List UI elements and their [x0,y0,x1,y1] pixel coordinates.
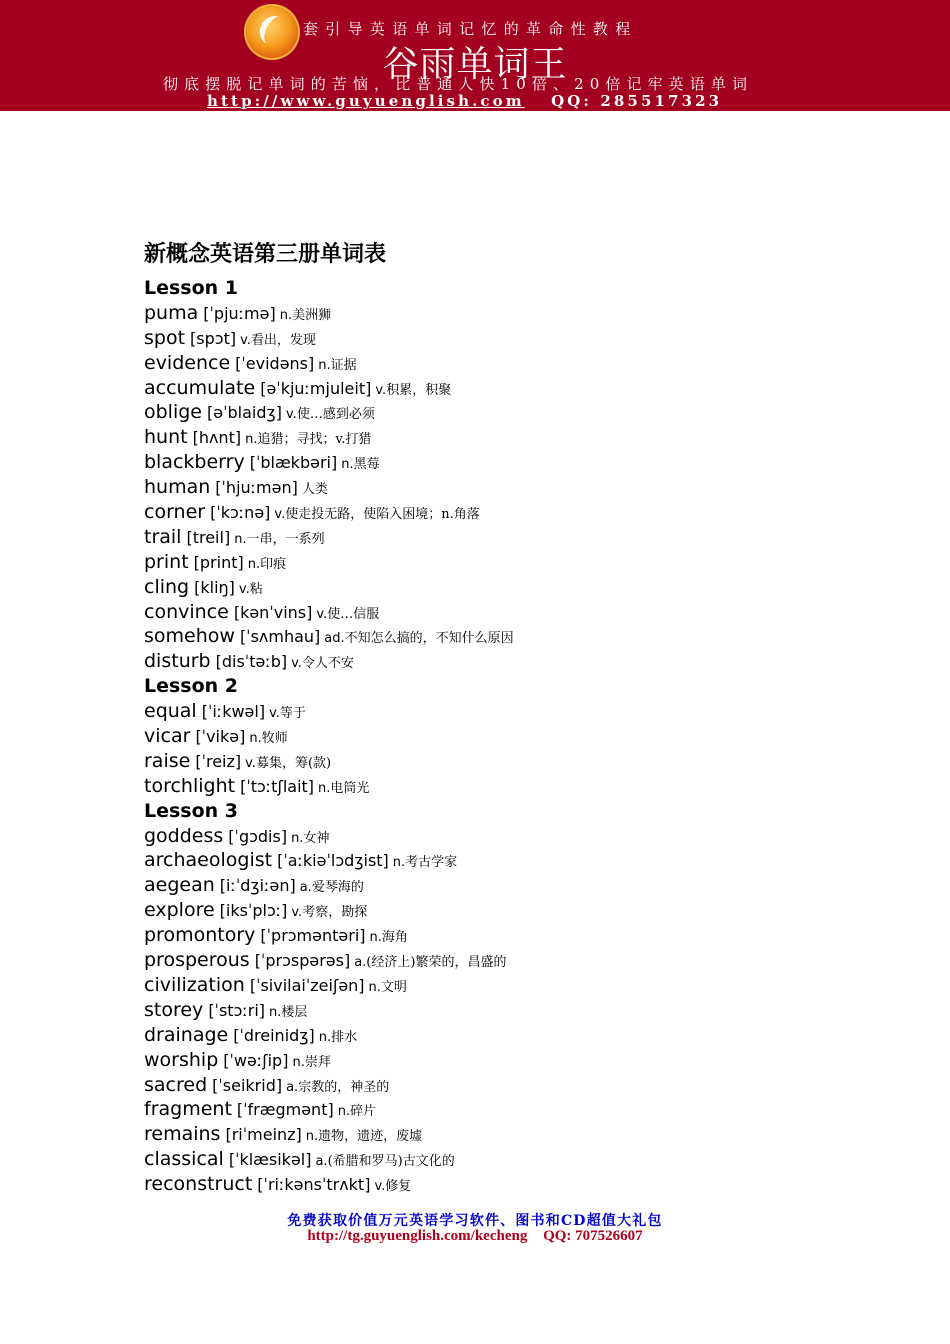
vocab-part-of-speech: n. [269,1004,282,1020]
vocab-phonetic: [iːˈdʒiːən] [219,876,296,896]
vocab-part-of-speech: v. [240,332,251,348]
vocab-word: disturb [144,650,211,673]
brand-name: 谷雨单词王 [382,44,568,85]
vocab-word: equal [144,700,197,723]
vocab-meaning: (经济上)繁荣的，昌盛的 [366,955,507,971]
vocab-part-of-speech: n. [368,979,381,995]
vocab-word: remains [144,1123,221,1146]
vocab-part-of-speech: a. [354,955,367,971]
vocab-meaning: (希腊和罗马)古文化的 [327,1154,455,1170]
vocab-part-of-speech: v. [316,606,328,622]
vocab-part-of-speech: v. [291,905,303,921]
vocab-meaning: 美洲狮 [292,307,332,323]
vocab-phonetic: [ˈfrægmənt] [236,1100,334,1120]
vocab-meaning: 楼层 [281,1004,308,1020]
vocab-phonetic: [ˈreiz] [195,751,242,771]
vocab-entry [144,1147,904,1172]
vocab-word: corner [144,501,206,524]
footer-promo: 免费获取价值万元英语学习软件、图书和CD超值大礼包 [287,1213,663,1229]
vocab-part-of-speech: v. [269,706,280,722]
vocab-entry [144,1097,904,1122]
vocab-meaning: 募集，筹(款) [255,755,332,771]
vocab-phonetic: [əˈblaidʒ] [207,403,282,423]
vocab-word: storey [144,998,204,1021]
vocab-word: cling [144,575,190,598]
vocab-phonetic: [ˈblækbəri] [249,453,338,473]
vocab-entry [144,898,904,923]
vocab-phonetic: [əˈkjuːmjuleit] [260,378,372,398]
vocab-entry [144,475,904,500]
header-contact [207,92,907,110]
vocab-part-of-speech: v. [375,382,387,398]
vocab-phonetic: [ˈhjuːmən] [215,478,298,498]
vocab-word: vicar [144,725,191,748]
vocab-word: worship [144,1048,219,1071]
vocab-entry [144,1048,904,1073]
vocab-word: civilization [144,973,245,996]
vocab-phonetic: [hʌnt] [192,428,242,448]
vocab-word: hunt [144,426,188,449]
vocab-meaning: 证据 [330,357,357,373]
vocab-entry [144,774,904,799]
vocab-word: goddess [144,824,224,847]
vocab-part-of-speech: a. [299,880,312,896]
vocab-word: aegean [144,874,215,897]
vocab-word: raise [144,749,191,772]
vocab-phonetic: [kənˈvins] [233,602,313,622]
vocab-meaning: 等于 [279,706,306,722]
footer-contact [0,1228,950,1245]
vocab-phonetic: [ˈseikrid] [212,1075,283,1095]
vocab-meaning: 不知怎么搞的，不知什么原因 [344,631,514,647]
vocab-word: sacred [144,1073,208,1096]
vocab-phonetic: [iksˈplɔː] [219,901,288,921]
vocab-meaning: 海角 [381,930,408,946]
vocab-word: print [144,550,189,573]
vocab-part-of-speech: n. [392,855,406,871]
vocab-phonetic: [ˈwəːʃip] [223,1050,289,1070]
vocab-entry [144,351,904,376]
vocab-word: drainage [144,1023,229,1046]
vocab-phonetic: [ˈkɔːnə] [210,503,271,523]
vocab-phonetic: [ˈpjuːmə] [203,303,276,323]
vocab-entry [144,998,904,1023]
vocab-word: reconstruct [144,1173,253,1196]
vocab-meaning: 看出，发现 [250,332,316,348]
footer-link[interactable]: http://tg.guyuenglish.com/kecheng [307,1228,528,1244]
vocab-word: trail [144,525,182,548]
vocab-entry [144,973,904,998]
vocab-entry [144,600,904,625]
vocabulary-list [144,276,904,1197]
vocab-meaning: 考古学家 [405,855,458,871]
vocab-phonetic: [disˈtəːb] [215,652,288,672]
vocab-phonetic: [ˈsivilaiˈzeiʃən] [249,975,365,995]
vocab-phonetic: [ˈstɔːri] [208,1000,266,1020]
vocab-word: spot [144,326,186,349]
vocab-meaning: 追猎；寻找；v.打猎 [257,432,372,448]
vocab-part-of-speech: v. [285,407,297,423]
vocab-part-of-speech: n. [245,432,258,448]
vocab-part-of-speech: n. [249,731,262,747]
vocab-phonetic: [ˈklæsikəl] [228,1150,312,1170]
vocab-phonetic: [ˈtɔːtʃlait] [240,776,315,796]
vocab-entry [144,1023,904,1048]
vocab-meaning: 碎片 [350,1104,377,1120]
vocab-phonetic: [ˈprɔspərəs] [254,951,351,971]
vocab-part-of-speech: v. [245,755,256,771]
vocab-meaning: 宗教的，神圣的 [298,1079,390,1095]
lesson-heading: Lesson 3 [144,799,239,822]
vocab-meaning: 令人不安 [301,656,354,672]
vocab-entry [144,948,904,973]
vocab-word: somehow [144,625,235,648]
vocab-part-of-speech: n. [291,830,304,846]
vocab-word: torchlight [144,774,236,797]
vocab-meaning: 使…感到必须 [296,407,375,423]
vocab-entry [144,1122,904,1147]
vocab-meaning: 修复 [385,1179,412,1195]
lesson-heading: Lesson 2 [144,675,239,698]
vocab-entry [144,301,904,326]
vocab-entry [144,699,904,724]
vocab-part-of-speech: n. [341,457,354,473]
vocab-meaning: 人类 [301,482,328,498]
vocab-entry [144,575,904,600]
vocab-meaning: 使走投无路，使陷入困境；n.角落 [285,507,480,523]
vocab-phonetic: [print] [193,552,244,572]
vocab-entry [144,550,904,575]
vocab-word: accumulate [144,376,256,399]
vocab-part-of-speech: n. [369,930,382,946]
vocab-phonetic: [kliŋ] [194,577,235,597]
vocab-phonetic: [ˈevidəns] [235,353,315,373]
vocab-word: puma [144,301,199,324]
vocab-phonetic: [treil] [186,527,231,547]
vocab-meaning: 爱琴海的 [311,880,364,896]
vocab-entry [144,525,904,550]
vocab-entry [144,1172,904,1197]
vocab-entry [144,400,904,425]
header-qq: QQ: 285517323 [551,92,723,110]
page-title: 新概念英语第三册单词表 [144,241,387,267]
footer-qq: QQ: 707526607 [543,1228,643,1244]
vocab-part-of-speech: n. [337,1104,351,1120]
vocab-part-of-speech: n. [247,556,261,572]
vocab-entry [144,923,904,948]
vocab-phonetic: [ˈiːkwəl] [201,702,266,722]
vocab-meaning: 崇拜 [304,1054,331,1070]
vocab-meaning: 积累，积聚 [386,382,452,398]
vocab-part-of-speech: v. [291,656,302,672]
vocab-part-of-speech: ad. [324,631,345,647]
vocab-word: prosperous [144,949,250,972]
vocab-entry [144,450,904,475]
vocab-part-of-speech: a. [315,1154,328,1170]
vocab-word: convince [144,600,229,623]
vocab-word: human [144,476,211,499]
header-website-link[interactable]: http://www.guyuenglish.com [207,92,525,110]
vocab-part-of-speech: v. [238,581,250,597]
header-tagline: 套引导英语单词记忆的革命性教程 [303,20,638,38]
vocab-word: classical [144,1148,224,1171]
vocab-part-of-speech: n. [305,1129,319,1145]
vocab-word: blackberry [144,451,245,474]
vocab-part-of-speech: n. [318,780,331,796]
vocab-meaning: 牧师 [261,731,288,747]
vocab-phonetic: [ˈriːkənsˈtrʌkt] [257,1175,371,1195]
vocab-part-of-speech: a. [286,1079,299,1095]
vocab-part-of-speech: n. [234,531,247,547]
vocab-entry [144,624,904,649]
vocab-phonetic: [riˈmeinz] [225,1125,302,1145]
vocab-word: evidence [144,351,231,374]
vocab-meaning: 考察，勘探 [302,905,368,921]
vocab-phonetic: [ˈprɔməntəri] [260,926,366,946]
vocab-entry [144,724,904,749]
vocab-entry [144,500,904,525]
vocab-word: explore [144,899,215,922]
vocab-part-of-speech: n. [318,1029,332,1045]
vocab-phonetic: [ˈvikə] [195,727,246,747]
vocab-phonetic: [ˈsʌmhau] [239,627,321,647]
vocab-meaning: 印痕 [260,556,287,572]
vocab-entry [144,848,904,873]
vocab-part-of-speech: n. [279,307,293,323]
vocab-part-of-speech: v. [274,507,286,523]
lesson-heading: Lesson 1 [144,277,239,299]
vocab-entry [144,1073,904,1098]
vocab-part-of-speech: n. [292,1054,305,1070]
vocab-entry [144,376,904,401]
vocab-part-of-speech: n. [318,357,331,373]
vocab-entry [144,749,904,774]
vocab-word: oblige [144,401,202,424]
vocab-meaning: 黑莓 [353,457,380,473]
vocab-entry [144,824,904,849]
vocab-phonetic: [ˈaːkiəˈlɔdʒist] [277,851,389,871]
vocab-meaning: 文明 [380,979,407,995]
vocab-part-of-speech: v. [374,1179,386,1195]
header-slogan: 彻底摆脱记单词的苦恼，比普通人快10倍、20倍记牢英语单词 [163,75,754,93]
vocab-meaning: 电筒光 [330,780,370,796]
vocab-word: fragment [144,1098,232,1121]
header-banner [0,0,950,111]
vocab-phonetic: [ˈdreinidʒ] [233,1025,315,1045]
vocab-word: archaeologist [144,849,273,872]
vocab-meaning: 一串，一系列 [246,531,325,547]
vocab-meaning: 遗物，遗迹，废墟 [318,1129,423,1145]
vocab-meaning: 排水 [331,1029,358,1045]
vocab-entry [144,873,904,898]
vocab-meaning: 使…信服 [327,606,380,622]
vocab-entry [144,326,904,351]
vocab-meaning: 粘 [249,581,263,597]
vocab-meaning: 女神 [303,830,330,846]
vocab-phonetic: [ˈgɔdis] [228,826,288,846]
vocab-phonetic: [spɔt] [190,328,237,348]
vocab-entry [144,649,904,674]
vocab-word: promontory [144,924,256,947]
vocab-entry [144,425,904,450]
